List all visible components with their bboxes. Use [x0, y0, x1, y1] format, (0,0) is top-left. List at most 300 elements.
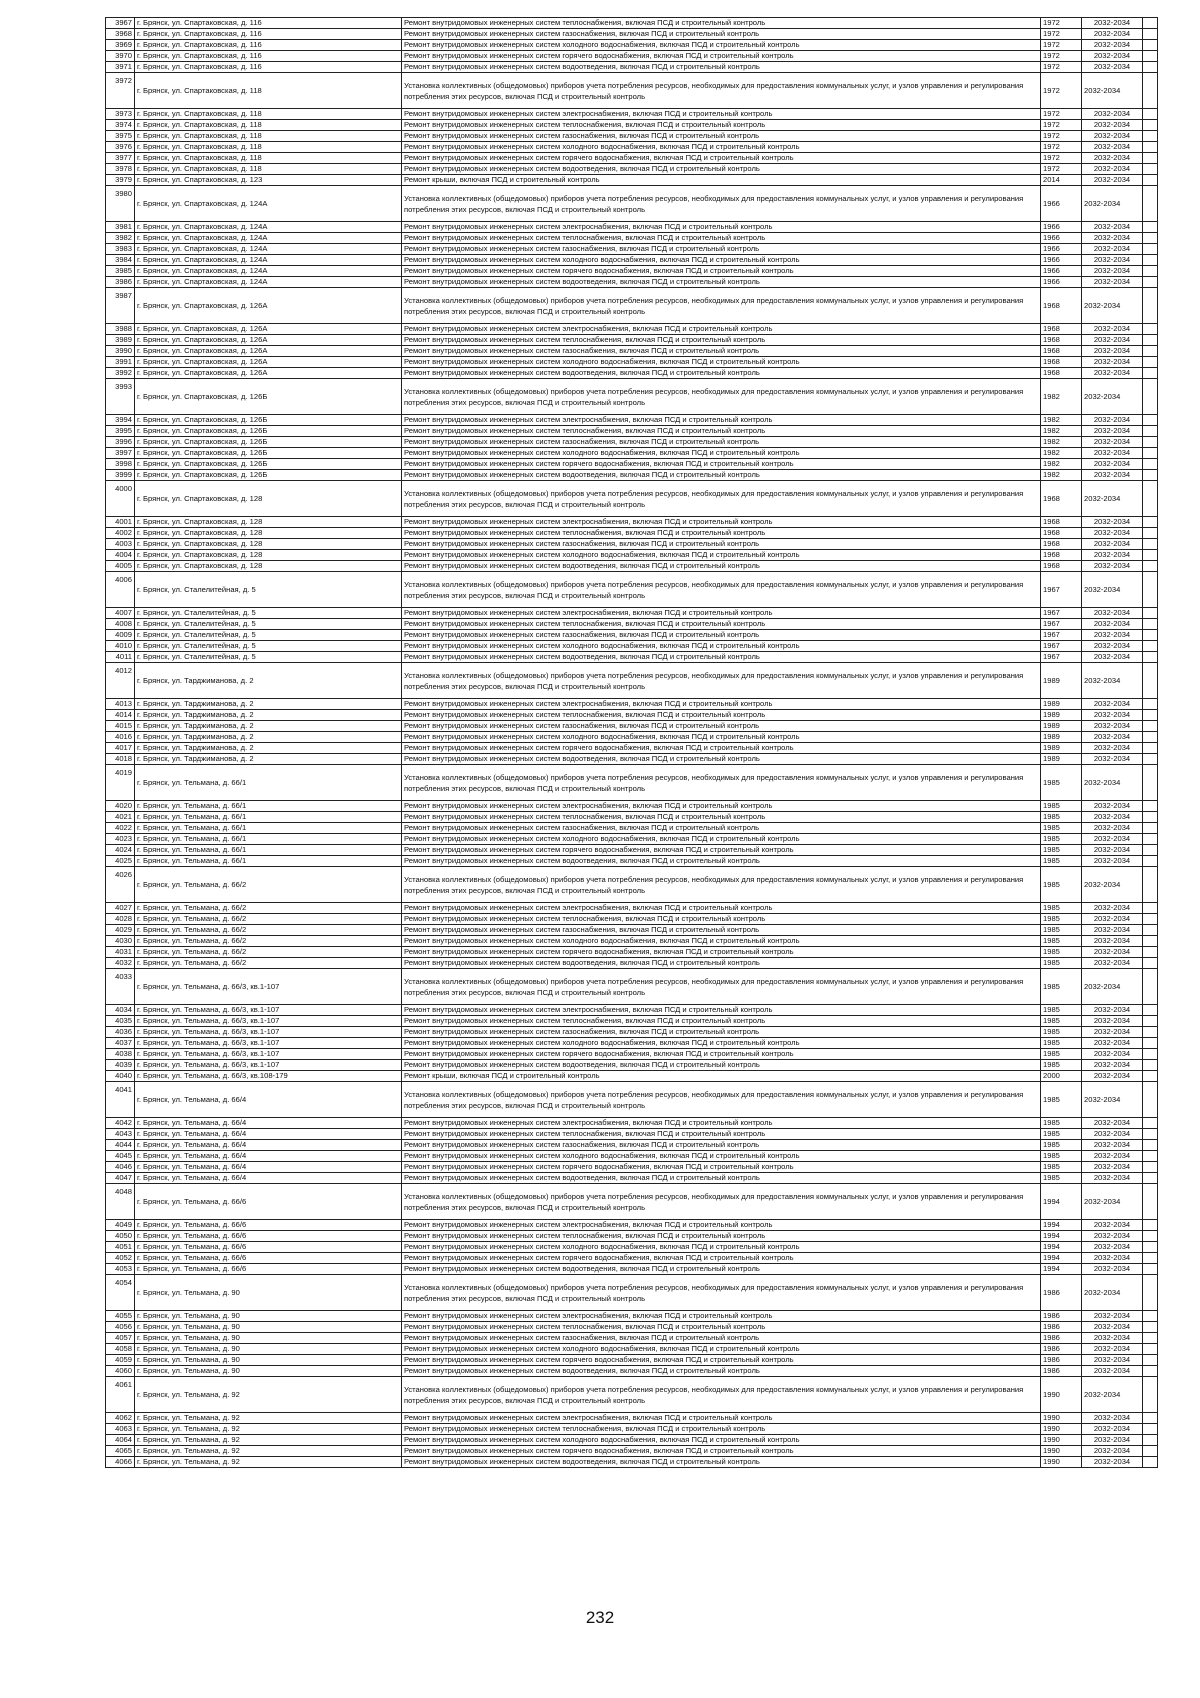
- address-cell: г. Брянск, ул. Тельмана, д. 66/1: [135, 834, 402, 845]
- table-row: [106, 1220, 1158, 1231]
- address-cell: г. Брянск, ул. Тельмана, д. 66/4: [135, 1129, 402, 1140]
- address-cell: г. Брянск, ул. Тельмана, д. 66/6: [135, 1220, 402, 1231]
- address-cell: г. Брянск, ул. Сталелитейная, д. 5: [135, 630, 402, 641]
- row-number-cell: 4027: [106, 903, 135, 914]
- table-row: [106, 142, 1158, 153]
- row-number-cell: 3998: [106, 459, 135, 470]
- row-number-cell: 4051: [106, 1242, 135, 1253]
- empty-cell: [1143, 867, 1158, 903]
- work-type-cell: Установка коллективных (общедомовых) приборов учета потребления ресурсов, необходимых для предоставления коммунальных услуг, и узлов управления и регулирования потребления этих ресурсов, включая ПСД и строительный контроль: [402, 481, 1041, 517]
- year-cell: 1967: [1041, 641, 1082, 652]
- table-row: [106, 1071, 1158, 1082]
- table-row: [106, 164, 1158, 175]
- period-cell: 2032-2034: [1082, 164, 1143, 175]
- row-number-cell: 3974: [106, 120, 135, 131]
- year-cell: 1985: [1041, 1016, 1082, 1027]
- empty-cell: [1143, 1151, 1158, 1162]
- row-number-cell: 3993: [106, 379, 135, 415]
- work-type-cell: Ремонт внутридомовых инженерных систем газоснабжения, включая ПСД и строительный контроль: [402, 346, 1041, 357]
- row-number-cell: 3975: [106, 131, 135, 142]
- empty-cell: [1143, 743, 1158, 754]
- year-cell: 1967: [1041, 652, 1082, 663]
- work-type-cell: Ремонт внутридомовых инженерных систем электроснабжения, включая ПСД и строительный контроль: [402, 903, 1041, 914]
- empty-cell: [1143, 1457, 1158, 1468]
- address-cell: г. Брянск, ул. Тельмана, д. 92: [135, 1435, 402, 1446]
- table-row: [106, 1264, 1158, 1275]
- row-number-cell: 3985: [106, 266, 135, 277]
- empty-cell: [1143, 1184, 1158, 1220]
- address-cell: г. Брянск, ул. Спартаковская, д. 116: [135, 29, 402, 40]
- capital-repair-table: [105, 17, 1158, 1468]
- year-cell: 1967: [1041, 630, 1082, 641]
- address-cell: г. Брянск, ул. Тельмана, д. 66/2: [135, 958, 402, 969]
- table-row: [106, 1377, 1158, 1413]
- address-cell: г. Брянск, ул. Тарджиманова, д. 2: [135, 663, 402, 699]
- empty-cell: [1143, 1242, 1158, 1253]
- row-number-cell: 3988: [106, 324, 135, 335]
- work-type-cell: Ремонт внутридомовых инженерных систем теплоснабжения, включая ПСД и строительный контроль: [402, 1424, 1041, 1435]
- year-cell: 1989: [1041, 743, 1082, 754]
- table-row: [106, 619, 1158, 630]
- empty-cell: [1143, 222, 1158, 233]
- period-cell: 2032-2034: [1082, 40, 1143, 51]
- period-cell: 2032-2034: [1082, 120, 1143, 131]
- row-number-cell: 4038: [106, 1049, 135, 1060]
- address-cell: г. Брянск, ул. Тельмана, д. 66/3, кв.1-107: [135, 1049, 402, 1060]
- address-cell: г. Брянск, ул. Спартаковская, д. 128: [135, 481, 402, 517]
- work-type-cell: Ремонт внутридомовых инженерных систем теплоснабжения, включая ПСД и строительный контроль: [402, 1016, 1041, 1027]
- table-row: [106, 448, 1158, 459]
- row-number-cell: 4019: [106, 765, 135, 801]
- address-cell: г. Брянск, ул. Спартаковская, д. 126Б: [135, 415, 402, 426]
- period-cell: 2032-2034: [1082, 925, 1143, 936]
- period-cell: 2032-2034: [1082, 867, 1143, 903]
- period-cell: 2032-2034: [1082, 652, 1143, 663]
- period-cell: 2032-2034: [1082, 550, 1143, 561]
- address-cell: г. Брянск, ул. Тельмана, д. 66/1: [135, 812, 402, 823]
- address-cell: г. Брянск, ул. Спартаковская, д. 126Б: [135, 437, 402, 448]
- address-cell: г. Брянск, ул. Спартаковская, д. 128: [135, 561, 402, 572]
- empty-cell: [1143, 608, 1158, 619]
- work-type-cell: Ремонт внутридомовых инженерных систем газоснабжения, включая ПСД и строительный контроль: [402, 925, 1041, 936]
- address-cell: г. Брянск, ул. Тельмана, д. 66/3, кв.1-107: [135, 969, 402, 1005]
- address-cell: г. Брянск, ул. Спартаковская, д. 124А: [135, 222, 402, 233]
- empty-cell: [1143, 1005, 1158, 1016]
- row-number-cell: 4009: [106, 630, 135, 641]
- year-cell: 1968: [1041, 288, 1082, 324]
- table-row: [106, 903, 1158, 914]
- empty-cell: [1143, 801, 1158, 812]
- row-number-cell: 4026: [106, 867, 135, 903]
- year-cell: 1968: [1041, 550, 1082, 561]
- table-row: [106, 1005, 1158, 1016]
- row-number-cell: 4016: [106, 732, 135, 743]
- work-type-cell: Ремонт внутридомовых инженерных систем холодного водоснабжения, включая ПСД и строительный контроль: [402, 732, 1041, 743]
- work-type-cell: Ремонт внутридомовых инженерных систем электроснабжения, включая ПСД и строительный контроль: [402, 801, 1041, 812]
- empty-cell: [1143, 368, 1158, 379]
- empty-cell: [1143, 823, 1158, 834]
- address-cell: г. Брянск, ул. Тельмана, д. 90: [135, 1366, 402, 1377]
- period-cell: 2032-2034: [1082, 630, 1143, 641]
- empty-cell: [1143, 845, 1158, 856]
- table-row: [106, 969, 1158, 1005]
- row-number-cell: 3992: [106, 368, 135, 379]
- year-cell: 1966: [1041, 186, 1082, 222]
- address-cell: г. Брянск, ул. Тарджиманова, д. 2: [135, 710, 402, 721]
- address-cell: г. Брянск, ул. Тельмана, д. 66/3, кв.1-107: [135, 1027, 402, 1038]
- period-cell: 2032-2034: [1082, 379, 1143, 415]
- address-cell: г. Брянск, ул. Спартаковская, д. 123: [135, 175, 402, 186]
- work-type-cell: Ремонт внутридомовых инженерных систем горячего водоснабжения, включая ПСД и строительный контроль: [402, 1049, 1041, 1060]
- row-number-cell: 3969: [106, 40, 135, 51]
- work-type-cell: Ремонт внутридомовых инженерных систем водоотведения, включая ПСД и строительный контроль: [402, 958, 1041, 969]
- year-cell: 1982: [1041, 470, 1082, 481]
- year-cell: 1994: [1041, 1264, 1082, 1275]
- address-cell: г. Брянск, ул. Спартаковская, д. 124А: [135, 186, 402, 222]
- empty-cell: [1143, 18, 1158, 29]
- table-row: [106, 1151, 1158, 1162]
- year-cell: 1985: [1041, 914, 1082, 925]
- address-cell: г. Брянск, ул. Спартаковская, д. 124А: [135, 255, 402, 266]
- address-cell: г. Брянск, ул. Спартаковская, д. 116: [135, 51, 402, 62]
- address-cell: г. Брянск, ул. Спартаковская, д. 128: [135, 517, 402, 528]
- empty-cell: [1143, 233, 1158, 244]
- period-cell: 2032-2034: [1082, 721, 1143, 732]
- period-cell: 2032-2034: [1082, 131, 1143, 142]
- table-row: [106, 1016, 1158, 1027]
- address-cell: г. Брянск, ул. Спартаковская, д. 124А: [135, 233, 402, 244]
- address-cell: г. Брянск, ул. Тельмана, д. 66/6: [135, 1253, 402, 1264]
- year-cell: 1972: [1041, 131, 1082, 142]
- work-type-cell: Ремонт внутридомовых инженерных систем водоотведения, включая ПСД и строительный контроль: [402, 652, 1041, 663]
- period-cell: 2032-2034: [1082, 1457, 1143, 1468]
- empty-cell: [1143, 1118, 1158, 1129]
- empty-cell: [1143, 958, 1158, 969]
- table-row: [106, 379, 1158, 415]
- table-row: [106, 710, 1158, 721]
- row-number-cell: 4020: [106, 801, 135, 812]
- period-cell: 2032-2034: [1082, 765, 1143, 801]
- year-cell: 1994: [1041, 1253, 1082, 1264]
- address-cell: г. Брянск, ул. Тельмана, д. 66/6: [135, 1184, 402, 1220]
- work-type-cell: Установка коллективных (общедомовых) приборов учета потребления ресурсов, необходимых для предоставления коммунальных услуг, и узлов управления и регулирования потребления этих ресурсов, включая ПСД и строительный контроль: [402, 73, 1041, 109]
- period-cell: 2032-2034: [1082, 947, 1143, 958]
- table-row: [106, 415, 1158, 426]
- table-row: [106, 1322, 1158, 1333]
- year-cell: 1985: [1041, 1129, 1082, 1140]
- work-type-cell: Ремонт внутридомовых инженерных систем холодного водоснабжения, включая ПСД и строительный контроль: [402, 550, 1041, 561]
- period-cell: 2032-2034: [1082, 743, 1143, 754]
- year-cell: 1972: [1041, 51, 1082, 62]
- period-cell: 2032-2034: [1082, 1333, 1143, 1344]
- work-type-cell: Ремонт внутридомовых инженерных систем горячего водоснабжения, включая ПСД и строительный контроль: [402, 743, 1041, 754]
- address-cell: г. Брянск, ул. Тарджиманова, д. 2: [135, 721, 402, 732]
- period-cell: 2032-2034: [1082, 186, 1143, 222]
- work-type-cell: Установка коллективных (общедомовых) приборов учета потребления ресурсов, необходимых для предоставления коммунальных услуг, и узлов управления и регулирования потребления этих ресурсов, включая ПСД и строительный контроль: [402, 969, 1041, 1005]
- year-cell: 1968: [1041, 357, 1082, 368]
- empty-cell: [1143, 1173, 1158, 1184]
- row-number-cell: 4042: [106, 1118, 135, 1129]
- row-number-cell: 4056: [106, 1322, 135, 1333]
- table-row: [106, 1038, 1158, 1049]
- work-type-cell: Ремонт внутридомовых инженерных систем водоотведения, включая ПСД и строительный контроль: [402, 1457, 1041, 1468]
- address-cell: г. Брянск, ул. Тельмана, д. 66/2: [135, 914, 402, 925]
- period-cell: 2032-2034: [1082, 1162, 1143, 1173]
- row-number-cell: 4048: [106, 1184, 135, 1220]
- year-cell: 1989: [1041, 663, 1082, 699]
- address-cell: г. Брянск, ул. Спартаковская, д. 128: [135, 539, 402, 550]
- empty-cell: [1143, 437, 1158, 448]
- year-cell: 1985: [1041, 1038, 1082, 1049]
- empty-cell: [1143, 1322, 1158, 1333]
- year-cell: 1989: [1041, 754, 1082, 765]
- work-type-cell: Ремонт внутридомовых инженерных систем газоснабжения, включая ПСД и строительный контроль: [402, 244, 1041, 255]
- year-cell: 1968: [1041, 346, 1082, 357]
- address-cell: г. Брянск, ул. Спартаковская, д. 118: [135, 131, 402, 142]
- address-cell: г. Брянск, ул. Тельмана, д. 66/4: [135, 1118, 402, 1129]
- row-number-cell: 4013: [106, 699, 135, 710]
- table-row: [106, 1366, 1158, 1377]
- table-row: [106, 1060, 1158, 1071]
- year-cell: 1966: [1041, 277, 1082, 288]
- year-cell: 1967: [1041, 572, 1082, 608]
- row-number-cell: 4006: [106, 572, 135, 608]
- work-type-cell: Ремонт крыши, включая ПСД и строительный контроль: [402, 175, 1041, 186]
- empty-cell: [1143, 379, 1158, 415]
- row-number-cell: 3996: [106, 437, 135, 448]
- table-row: [106, 222, 1158, 233]
- empty-cell: [1143, 62, 1158, 73]
- empty-cell: [1143, 1082, 1158, 1118]
- address-cell: г. Брянск, ул. Тельмана, д. 92: [135, 1377, 402, 1413]
- address-cell: г. Брянск, ул. Спартаковская, д. 124А: [135, 266, 402, 277]
- table-row: [106, 517, 1158, 528]
- year-cell: 1985: [1041, 936, 1082, 947]
- period-cell: 2032-2034: [1082, 277, 1143, 288]
- row-number-cell: 4029: [106, 925, 135, 936]
- empty-cell: [1143, 572, 1158, 608]
- year-cell: 1968: [1041, 517, 1082, 528]
- table-row: [106, 1355, 1158, 1366]
- period-cell: 2032-2034: [1082, 1377, 1143, 1413]
- year-cell: 1994: [1041, 1231, 1082, 1242]
- period-cell: 2032-2034: [1082, 437, 1143, 448]
- empty-cell: [1143, 914, 1158, 925]
- empty-cell: [1143, 539, 1158, 550]
- address-cell: г. Брянск, ул. Спартаковская, д. 118: [135, 142, 402, 153]
- work-type-cell: Ремонт внутридомовых инженерных систем газоснабжения, включая ПСД и строительный контроль: [402, 437, 1041, 448]
- table-row: [106, 550, 1158, 561]
- year-cell: 1967: [1041, 619, 1082, 630]
- row-number-cell: 4003: [106, 539, 135, 550]
- table-row: [106, 175, 1158, 186]
- address-cell: г. Брянск, ул. Спартаковская, д. 126А: [135, 346, 402, 357]
- work-type-cell: Ремонт внутридомовых инженерных систем электроснабжения, включая ПСД и строительный контроль: [402, 1311, 1041, 1322]
- page-number: 232: [585, 1608, 615, 1627]
- year-cell: 1985: [1041, 1118, 1082, 1129]
- period-cell: 2032-2034: [1082, 1129, 1143, 1140]
- table-row: [106, 131, 1158, 142]
- address-cell: г. Брянск, ул. Тельмана, д. 92: [135, 1446, 402, 1457]
- year-cell: 1985: [1041, 925, 1082, 936]
- year-cell: 1966: [1041, 266, 1082, 277]
- period-cell: 2032-2034: [1082, 754, 1143, 765]
- row-number-cell: 4022: [106, 823, 135, 834]
- work-type-cell: Ремонт внутридомовых инженерных систем электроснабжения, включая ПСД и строительный контроль: [402, 324, 1041, 335]
- row-number-cell: 4033: [106, 969, 135, 1005]
- year-cell: 1985: [1041, 969, 1082, 1005]
- row-number-cell: 4030: [106, 936, 135, 947]
- row-number-cell: 4028: [106, 914, 135, 925]
- address-cell: г. Брянск, ул. Тельмана, д. 66/4: [135, 1173, 402, 1184]
- year-cell: 1972: [1041, 164, 1082, 175]
- year-cell: 1968: [1041, 528, 1082, 539]
- year-cell: 1968: [1041, 335, 1082, 346]
- period-cell: 2032-2034: [1082, 539, 1143, 550]
- work-type-cell: Ремонт внутридомовых инженерных систем холодного водоснабжения, включая ПСД и строительный контроль: [402, 1344, 1041, 1355]
- year-cell: 1968: [1041, 481, 1082, 517]
- address-cell: г. Брянск, ул. Тельмана, д. 66/6: [135, 1264, 402, 1275]
- table-row: [106, 255, 1158, 266]
- table-row: [106, 845, 1158, 856]
- year-cell: 1982: [1041, 448, 1082, 459]
- address-cell: г. Брянск, ул. Тельмана, д. 66/6: [135, 1231, 402, 1242]
- row-number-cell: 4011: [106, 652, 135, 663]
- table-row: [106, 958, 1158, 969]
- address-cell: г. Брянск, ул. Тарджиманова, д. 2: [135, 732, 402, 743]
- row-number-cell: 4014: [106, 710, 135, 721]
- period-cell: 2032-2034: [1082, 823, 1143, 834]
- empty-cell: [1143, 1071, 1158, 1082]
- work-type-cell: Ремонт внутридомовых инженерных систем горячего водоснабжения, включая ПСД и строительный контроль: [402, 266, 1041, 277]
- row-number-cell: 3995: [106, 426, 135, 437]
- year-cell: 1990: [1041, 1435, 1082, 1446]
- row-number-cell: 3967: [106, 18, 135, 29]
- table-row: [106, 459, 1158, 470]
- empty-cell: [1143, 699, 1158, 710]
- period-cell: 2032-2034: [1082, 1027, 1143, 1038]
- empty-cell: [1143, 1140, 1158, 1151]
- table-row: [106, 528, 1158, 539]
- address-cell: г. Брянск, ул. Спартаковская, д. 126Б: [135, 448, 402, 459]
- row-number-cell: 4065: [106, 1446, 135, 1457]
- empty-cell: [1143, 1016, 1158, 1027]
- table-row: [106, 1253, 1158, 1264]
- row-number-cell: 4050: [106, 1231, 135, 1242]
- period-cell: 2032-2034: [1082, 663, 1143, 699]
- empty-cell: [1143, 969, 1158, 1005]
- row-number-cell: 4064: [106, 1435, 135, 1446]
- period-cell: 2032-2034: [1082, 288, 1143, 324]
- year-cell: 1986: [1041, 1322, 1082, 1333]
- row-number-cell: 4036: [106, 1027, 135, 1038]
- work-type-cell: Ремонт внутридомовых инженерных систем холодного водоснабжения, включая ПСД и строительный контроль: [402, 1151, 1041, 1162]
- year-cell: 1990: [1041, 1413, 1082, 1424]
- period-cell: 2032-2034: [1082, 914, 1143, 925]
- address-cell: г. Брянск, ул. Тельмана, д. 90: [135, 1275, 402, 1311]
- table-row: [106, 856, 1158, 867]
- year-cell: 1994: [1041, 1242, 1082, 1253]
- row-number-cell: 4031: [106, 947, 135, 958]
- table-row: [106, 936, 1158, 947]
- address-cell: г. Брянск, ул. Тельмана, д. 66/2: [135, 925, 402, 936]
- period-cell: 2032-2034: [1082, 1173, 1143, 1184]
- table-row: [106, 1446, 1158, 1457]
- row-number-cell: 3994: [106, 415, 135, 426]
- empty-cell: [1143, 1060, 1158, 1071]
- empty-cell: [1143, 765, 1158, 801]
- work-type-cell: Ремонт внутридомовых инженерных систем холодного водоснабжения, включая ПСД и строительный контроль: [402, 641, 1041, 652]
- table-body: [106, 18, 1158, 1468]
- work-type-cell: Ремонт внутридомовых инженерных систем электроснабжения, включая ПСД и строительный контроль: [402, 222, 1041, 233]
- year-cell: 1985: [1041, 1140, 1082, 1151]
- work-type-cell: Ремонт внутридомовых инженерных систем водоотведения, включая ПСД и строительный контроль: [402, 856, 1041, 867]
- table-row: [106, 561, 1158, 572]
- table-row: [106, 1184, 1158, 1220]
- year-cell: 1985: [1041, 1082, 1082, 1118]
- period-cell: 2032-2034: [1082, 732, 1143, 743]
- year-cell: 1972: [1041, 18, 1082, 29]
- table-row: [106, 153, 1158, 164]
- work-type-cell: Ремонт внутридомовых инженерных систем электроснабжения, включая ПСД и строительный контроль: [402, 1413, 1041, 1424]
- row-number-cell: 4061: [106, 1377, 135, 1413]
- empty-cell: [1143, 346, 1158, 357]
- row-number-cell: 4007: [106, 608, 135, 619]
- row-number-cell: 4049: [106, 1220, 135, 1231]
- work-type-cell: Ремонт внутридомовых инженерных систем холодного водоснабжения, включая ПСД и строительный контроль: [402, 448, 1041, 459]
- address-cell: г. Брянск, ул. Спартаковская, д. 118: [135, 164, 402, 175]
- period-cell: 2032-2034: [1082, 1071, 1143, 1082]
- year-cell: 1985: [1041, 1162, 1082, 1173]
- row-number-cell: 4032: [106, 958, 135, 969]
- table-row: [106, 244, 1158, 255]
- work-type-cell: Ремонт внутридомовых инженерных систем холодного водоснабжения, включая ПСД и строительный контроль: [402, 357, 1041, 368]
- row-number-cell: 4044: [106, 1140, 135, 1151]
- period-cell: 2032-2034: [1082, 699, 1143, 710]
- address-cell: г. Брянск, ул. Спартаковская, д. 128: [135, 528, 402, 539]
- row-number-cell: 4015: [106, 721, 135, 732]
- year-cell: 1986: [1041, 1344, 1082, 1355]
- work-type-cell: Ремонт внутридомовых инженерных систем электроснабжения, включая ПСД и строительный контроль: [402, 1005, 1041, 1016]
- table-row: [106, 1333, 1158, 1344]
- work-type-cell: Ремонт внутридомовых инженерных систем горячего водоснабжения, включая ПСД и строительный контроль: [402, 947, 1041, 958]
- period-cell: 2032-2034: [1082, 368, 1143, 379]
- empty-cell: [1143, 561, 1158, 572]
- year-cell: 1985: [1041, 1005, 1082, 1016]
- work-type-cell: Ремонт внутридомовых инженерных систем теплоснабжения, включая ПСД и строительный контроль: [402, 426, 1041, 437]
- work-type-cell: Ремонт внутридомовых инженерных систем теплоснабжения, включая ПСД и строительный контроль: [402, 710, 1041, 721]
- period-cell: 2032-2034: [1082, 1151, 1143, 1162]
- table-row: [106, 368, 1158, 379]
- period-cell: 2032-2034: [1082, 1082, 1143, 1118]
- period-cell: 2032-2034: [1082, 903, 1143, 914]
- address-cell: г. Брянск, ул. Сталелитейная, д. 5: [135, 572, 402, 608]
- address-cell: г. Брянск, ул. Тельмана, д. 66/4: [135, 1162, 402, 1173]
- address-cell: г. Брянск, ул. Спартаковская, д. 118: [135, 73, 402, 109]
- row-number-cell: 3980: [106, 186, 135, 222]
- work-type-cell: Ремонт внутридомовых инженерных систем газоснабжения, включая ПСД и строительный контроль: [402, 29, 1041, 40]
- empty-cell: [1143, 619, 1158, 630]
- row-number-cell: 4059: [106, 1355, 135, 1366]
- empty-cell: [1143, 710, 1158, 721]
- work-type-cell: Ремонт внутридомовых инженерных систем теплоснабжения, включая ПСД и строительный контроль: [402, 812, 1041, 823]
- empty-cell: [1143, 1311, 1158, 1322]
- table-row: [106, 947, 1158, 958]
- row-number-cell: 3977: [106, 153, 135, 164]
- address-cell: г. Брянск, ул. Сталелитейная, д. 5: [135, 641, 402, 652]
- work-type-cell: Ремонт внутридомовых инженерных систем водоотведения, включая ПСД и строительный контроль: [402, 1366, 1041, 1377]
- year-cell: 1972: [1041, 40, 1082, 51]
